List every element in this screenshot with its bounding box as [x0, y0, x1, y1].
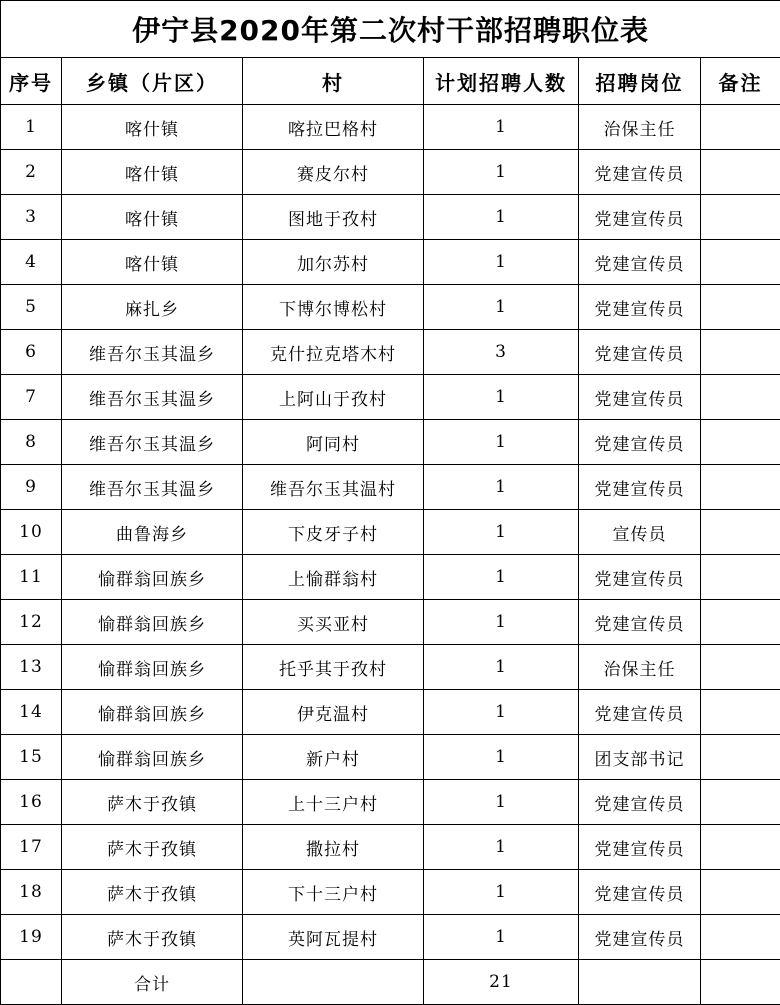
cell-seq: 2 [1, 150, 62, 195]
cell-count: 1 [424, 735, 579, 780]
cell-seq: 17 [1, 825, 62, 870]
table-row [1, 780, 780, 825]
cell-position: 党建宣传员 [579, 555, 701, 600]
cell-seq: 4 [1, 240, 62, 285]
cell-count: 1 [424, 600, 579, 645]
header-village: 村 [243, 58, 424, 105]
cell-township: 萨木于孜镇 [62, 780, 243, 825]
cell-township: 愉群翁回族乡 [62, 735, 243, 780]
table-row [1, 420, 780, 465]
cell-remarks [701, 105, 780, 150]
table-row [1, 375, 780, 420]
cell-township: 维吾尔玉其温乡 [62, 465, 243, 510]
cell-position: 治保主任 [579, 645, 701, 690]
cell-remarks [701, 870, 780, 915]
cell-seq: 11 [1, 555, 62, 600]
cell-position: 党建宣传员 [579, 915, 701, 960]
cell-township: 维吾尔玉其温乡 [62, 330, 243, 375]
cell-remarks [701, 285, 780, 330]
cell-remarks [701, 645, 780, 690]
cell-position: 党建宣传员 [579, 375, 701, 420]
cell-village: 新户村 [243, 735, 424, 780]
cell-count: 1 [424, 645, 579, 690]
cell-village: 下皮牙子村 [243, 510, 424, 555]
cell-remarks [701, 915, 780, 960]
cell-position: 团支部书记 [579, 735, 701, 780]
header-planned-count: 计划招聘人数 [424, 58, 579, 105]
cell-position: 党建宣传员 [579, 825, 701, 870]
cell-remarks [701, 510, 780, 555]
cell-remarks [701, 465, 780, 510]
cell-seq: 16 [1, 780, 62, 825]
cell-township: 愉群翁回族乡 [62, 600, 243, 645]
cell-remarks [701, 600, 780, 645]
cell-township: 维吾尔玉其温乡 [62, 420, 243, 465]
cell-position: 党建宣传员 [579, 240, 701, 285]
cell-village: 托乎其于孜村 [243, 645, 424, 690]
cell-count: 1 [424, 150, 579, 195]
table-row [1, 285, 780, 330]
cell-remarks [701, 735, 780, 780]
total-row [1, 960, 780, 1005]
total-label: 合计 [62, 960, 243, 1005]
cell-remarks [701, 780, 780, 825]
cell-seq: 19 [1, 915, 62, 960]
cell-position: 党建宣传员 [579, 150, 701, 195]
cell-remarks [701, 420, 780, 465]
cell-remarks [701, 555, 780, 600]
table-title: 伊宁县2020年第二次村干部招聘职位表 [1, 1, 780, 58]
cell-township: 喀什镇 [62, 195, 243, 240]
cell-count: 1 [424, 915, 579, 960]
cell-position: 党建宣传员 [579, 465, 701, 510]
cell-seq: 5 [1, 285, 62, 330]
cell-count: 1 [424, 285, 579, 330]
cell-seq: 12 [1, 600, 62, 645]
cell-village: 下十三户村 [243, 870, 424, 915]
cell-position: 党建宣传员 [579, 780, 701, 825]
table-row [1, 645, 780, 690]
cell-township: 萨木于孜镇 [62, 915, 243, 960]
cell-remarks [701, 375, 780, 420]
cell-position: 党建宣传员 [579, 690, 701, 735]
cell-count: 1 [424, 420, 579, 465]
header-row [1, 58, 780, 105]
cell-village: 下博尔博松村 [243, 285, 424, 330]
table-row [1, 600, 780, 645]
cell-township: 麻扎乡 [62, 285, 243, 330]
cell-seq: 9 [1, 465, 62, 510]
cell-count: 1 [424, 465, 579, 510]
cell-remarks [701, 195, 780, 240]
cell-village: 上阿山于孜村 [243, 375, 424, 420]
header-remarks: 备注 [701, 58, 780, 105]
table-row [1, 510, 780, 555]
cell-township: 愉群翁回族乡 [62, 555, 243, 600]
cell-count: 1 [424, 825, 579, 870]
cell-village: 加尔苏村 [243, 240, 424, 285]
cell-seq: 14 [1, 690, 62, 735]
table-row [1, 465, 780, 510]
cell-seq: 1 [1, 105, 62, 150]
cell-remarks [701, 240, 780, 285]
cell-village: 买买亚村 [243, 600, 424, 645]
cell-seq: 8 [1, 420, 62, 465]
cell-count: 1 [424, 375, 579, 420]
cell-township: 喀什镇 [62, 150, 243, 195]
cell-count: 1 [424, 780, 579, 825]
header-seq: 序号 [1, 58, 62, 105]
cell-seq: 13 [1, 645, 62, 690]
cell-village: 英阿瓦提村 [243, 915, 424, 960]
header-township: 乡镇（片区） [62, 58, 243, 105]
table-row [1, 690, 780, 735]
total-seq-cell [1, 960, 62, 1005]
cell-count: 1 [424, 195, 579, 240]
table-row [1, 915, 780, 960]
cell-seq: 10 [1, 510, 62, 555]
cell-remarks [701, 330, 780, 375]
total-count: 21 [424, 960, 579, 1005]
header-position: 招聘岗位 [579, 58, 701, 105]
cell-village: 图地于孜村 [243, 195, 424, 240]
cell-remarks [701, 690, 780, 735]
cell-village: 维吾尔玉其温村 [243, 465, 424, 510]
table-row [1, 105, 780, 150]
cell-village: 喀拉巴格村 [243, 105, 424, 150]
cell-remarks [701, 825, 780, 870]
cell-seq: 15 [1, 735, 62, 780]
cell-remarks [701, 150, 780, 195]
table-row [1, 870, 780, 915]
table-row [1, 825, 780, 870]
cell-seq: 7 [1, 375, 62, 420]
table-row [1, 240, 780, 285]
table-body [1, 105, 780, 960]
cell-count: 1 [424, 105, 579, 150]
cell-township: 曲鲁海乡 [62, 510, 243, 555]
cell-position: 治保主任 [579, 105, 701, 150]
cell-village: 克什拉克塔木村 [243, 330, 424, 375]
cell-township: 萨木于孜镇 [62, 825, 243, 870]
table-row [1, 330, 780, 375]
cell-village: 伊克温村 [243, 690, 424, 735]
cell-village: 上十三户村 [243, 780, 424, 825]
cell-position: 党建宣传员 [579, 600, 701, 645]
cell-position: 党建宣传员 [579, 195, 701, 240]
cell-position: 党建宣传员 [579, 285, 701, 330]
cell-village: 阿同村 [243, 420, 424, 465]
cell-position: 党建宣传员 [579, 330, 701, 375]
cell-count: 1 [424, 555, 579, 600]
table-row [1, 150, 780, 195]
cell-township: 喀什镇 [62, 105, 243, 150]
cell-position: 党建宣传员 [579, 870, 701, 915]
cell-village: 上愉群翁村 [243, 555, 424, 600]
cell-count: 1 [424, 870, 579, 915]
cell-position: 党建宣传员 [579, 420, 701, 465]
table-row [1, 195, 780, 240]
cell-township: 维吾尔玉其温乡 [62, 375, 243, 420]
total-village-cell [243, 960, 424, 1005]
cell-count: 1 [424, 240, 579, 285]
cell-seq: 6 [1, 330, 62, 375]
cell-count: 1 [424, 510, 579, 555]
cell-township: 喀什镇 [62, 240, 243, 285]
cell-position: 宣传员 [579, 510, 701, 555]
total-remarks-cell [701, 960, 780, 1005]
table-row [1, 735, 780, 780]
cell-village: 撒拉村 [243, 825, 424, 870]
cell-village: 赛皮尔村 [243, 150, 424, 195]
cell-count: 3 [424, 330, 579, 375]
total-position-cell [579, 960, 701, 1005]
cell-seq: 3 [1, 195, 62, 240]
cell-count: 1 [424, 690, 579, 735]
table-row [1, 555, 780, 600]
cell-seq: 18 [1, 870, 62, 915]
cell-township: 萨木于孜镇 [62, 870, 243, 915]
cell-township: 愉群翁回族乡 [62, 645, 243, 690]
cell-township: 愉群翁回族乡 [62, 690, 243, 735]
